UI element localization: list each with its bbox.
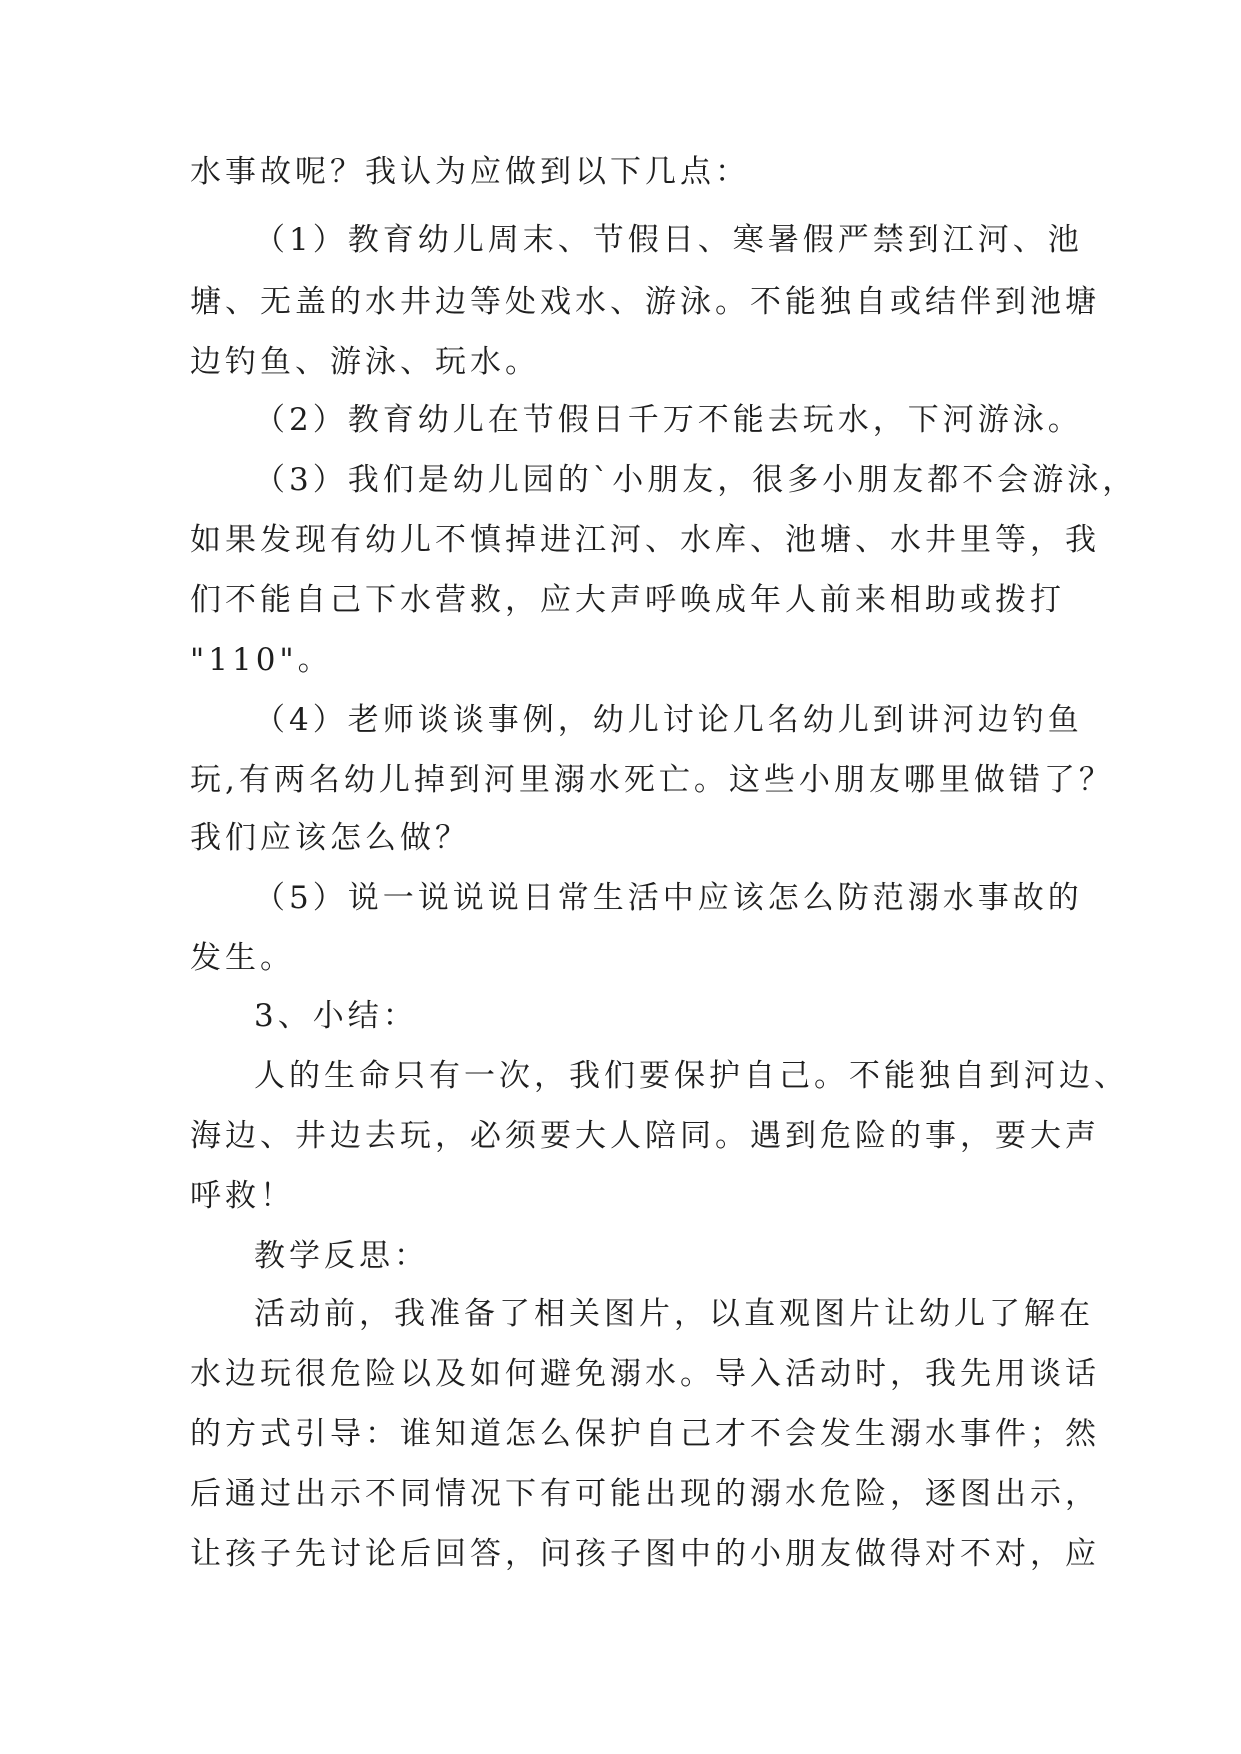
text-line: （3）我们是幼儿园的`小朋友，很多小朋友都不会游泳， — [254, 462, 1138, 498]
text-line: 我们应该怎么做？ — [190, 820, 470, 856]
text-line: 发生。 — [190, 940, 295, 976]
text-line: 教学反思： — [254, 1238, 429, 1274]
text-line: "110"。 — [190, 642, 333, 678]
text-line: 塘、无盖的水井边等处戏水、游泳。不能独自或结伴到池塘 — [190, 284, 1100, 320]
text-line: （4）老师谈谈事例，幼儿讨论几名幼儿到讲河边钓鱼 — [254, 702, 1083, 738]
text-line: 如果发现有幼儿不慎掉进江河、水库、池塘、水井里等，我 — [190, 522, 1100, 558]
text-line: （2）教育幼儿在节假日千万不能去玩水，下河游泳。 — [254, 402, 1083, 438]
text-line: 海边、井边去玩，必须要大人陪同。遇到危险的事，要大声 — [190, 1118, 1100, 1154]
text-line: 水边玩很危险以及如何避免溺水。导入活动时，我先用谈话 — [190, 1356, 1100, 1392]
text-line: 活动前，我准备了相关图片，以直观图片让幼儿了解在 — [254, 1296, 1094, 1332]
text-line: 边钓鱼、游泳、玩水。 — [190, 344, 540, 380]
text-line: 玩,有两名幼儿掉到河里溺水死亡。这些小朋友哪里做错了？ — [190, 762, 1114, 798]
text-line: （5）说一说说说日常生活中应该怎么防范溺水事故的 — [254, 880, 1083, 916]
text-line: 后通过出示不同情况下有可能出现的溺水危险，逐图出示， — [190, 1476, 1100, 1512]
text-line: 让孩子先讨论后回答，问孩子图中的小朋友做得对不对，应 — [190, 1536, 1100, 1572]
text-line: 水事故呢？我认为应做到以下几点： — [190, 154, 750, 190]
text-line: 人的生命只有一次，我们要保护自己。不能独自到河边、 — [254, 1058, 1129, 1094]
text-line: 的方式引导：谁知道怎么保护自己才不会发生溺水事件；然 — [190, 1416, 1100, 1452]
text-line: 呼救！ — [190, 1178, 295, 1214]
text-line: （1）教育幼儿周末、节假日、寒暑假严禁到江河、池 — [254, 222, 1083, 258]
text-line: 们不能自己下水营救，应大声呼唤成年人前来相助或拨打 — [190, 582, 1065, 618]
text-line: 3、小结： — [254, 998, 418, 1034]
